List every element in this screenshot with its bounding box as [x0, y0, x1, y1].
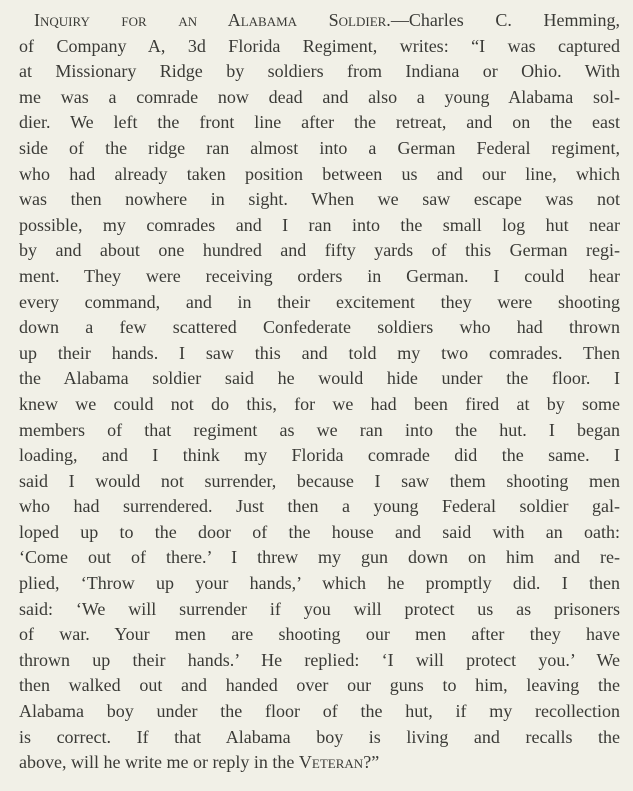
text-line: by and about one hundred and fifty yards of this German regi-	[19, 240, 620, 261]
text-line: loped up to the door of the house and said with an oath:	[19, 521, 620, 542]
text-line: dier. We left the front line after the retreat, and on the east	[19, 112, 620, 133]
text-line: every command, and in their excitement they were shooting	[19, 291, 620, 312]
text-line: up their hands. I saw this and told my two comrades. Then	[19, 342, 620, 363]
closing-punctuation: ?”	[363, 752, 380, 773]
text-line: of war. Your men are shooting our men after they have	[19, 624, 620, 645]
publication-name: Veteran	[298, 752, 364, 773]
text-line: who had surrendered. Just then a young Federal soldier gal-	[19, 496, 620, 517]
text-line: said I would not surrender, because I saw them shooting men	[19, 470, 620, 491]
text-line: possible, my comrades and I ran into the small log hut near	[19, 214, 620, 235]
text-line: members of that regiment as we ran into the hut. I began	[19, 419, 620, 440]
article-text	[19, 8, 620, 776]
text-line: who had already taken position between us and our line, which	[19, 163, 620, 184]
text-line: Alabama boy under the floor of the hut, if my recollection	[19, 701, 620, 722]
text-line: the Alabama soldier said he would hide under the floor. I	[19, 368, 620, 389]
text-line: is correct. If that Alabama boy is living and recalls the	[19, 726, 620, 747]
text-line: knew we could not do this, for we had been fired at by some	[19, 393, 620, 414]
text-line: said: ‘We will surrender if you will protect us as prisoners	[19, 598, 620, 619]
text-line	[19, 8, 620, 34]
text-line: thrown up their hands.’ He replied: ‘I will protect you.’ We	[19, 649, 620, 670]
text-line: me was a comrade now dead and also a young Alabama sol-	[19, 86, 620, 107]
text-line-content: —Charles C. Hemming,	[390, 10, 620, 30]
text-line: plied, ‘Throw up your hands,’ which he promptly did. I then	[19, 573, 620, 594]
text-line: side of the ridge ran almost into a German Federal regiment,	[19, 137, 620, 158]
text-line	[19, 750, 620, 776]
text-line: was then nowhere in sight. When we saw escape was not	[19, 189, 620, 210]
text-line: of Company A, 3d Florida Regiment, writes: “I was captured	[19, 35, 620, 56]
text-line: ‘Come out of there.’ I threw my gun down on him and re-	[19, 547, 620, 568]
article-heading: Inquiry for an Alabama Soldier.	[34, 10, 391, 30]
text-line: loading, and I think my Florida comrade did the same. I	[19, 445, 620, 466]
text-line-content: above, will he write me or reply in the	[19, 752, 299, 773]
text-line: ment. They were receiving orders in German. I could hear	[19, 265, 620, 286]
text-line: down a few scattered Confederate soldiers who had thrown	[19, 317, 620, 338]
text-line: then walked out and handed over our guns to him, leaving the	[19, 675, 620, 696]
text-line: at Missionary Ridge by soldiers from Indiana or Ohio. With	[19, 61, 620, 82]
